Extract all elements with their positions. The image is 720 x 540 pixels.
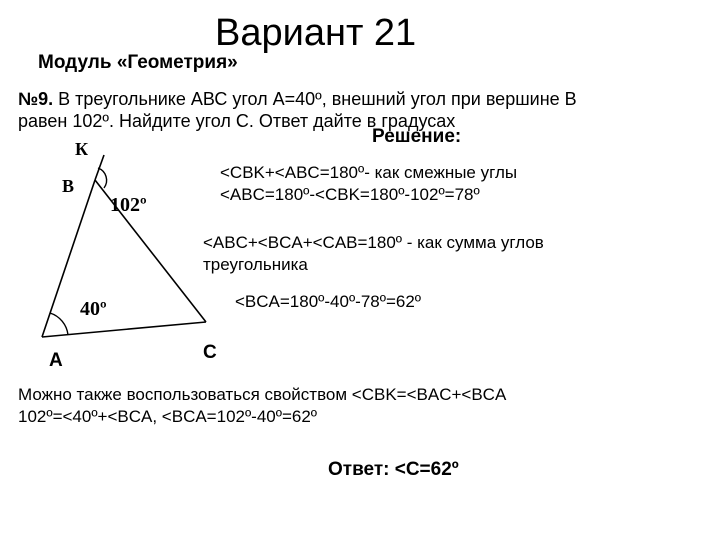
step2-line-1: <ABC+<BCA+<CAB=180º - как сумма углов — [203, 233, 544, 252]
label-c: С — [203, 342, 217, 363]
solution-step2 — [203, 232, 544, 276]
problem-text-2: равен 102º. Найдите угол С. Ответ дайте в градусах — [18, 111, 456, 131]
label-k: К — [75, 139, 89, 159]
solution-step3: <BCA=180º-40º-78º=62º — [235, 292, 421, 311]
problem-number: №9. — [18, 89, 54, 109]
step1-line-1: <CBK+<ABC=180º- как смежные углы — [220, 163, 518, 182]
solution-step1 — [220, 162, 517, 206]
angle-a-arc — [50, 313, 68, 335]
step2-line-2: треугольника — [203, 255, 308, 274]
alternative-solution — [18, 384, 506, 428]
problem-text-1: В треугольнике АВС угол А=40º, внешний угол при вершине В — [53, 89, 577, 109]
label-a: А — [49, 350, 63, 371]
angle-b-value: 102º — [110, 194, 147, 216]
solution-heading: Решение: — [372, 126, 462, 147]
page-title: Вариант 21 — [215, 12, 417, 54]
angle-a-value: 40º — [80, 298, 107, 320]
extension-bk — [95, 155, 104, 180]
label-b: В — [62, 176, 75, 196]
answer: Ответ: <C=62º — [328, 459, 459, 480]
alt-line-1: Можно также воспользоваться свойством <CBK=<BAC+<BCA — [18, 385, 507, 404]
module-heading: Модуль «Геометрия» — [38, 52, 238, 73]
alt-line-2: 102º=<40º+<BCA, <BCA=102º-40º=62º — [18, 407, 318, 426]
step1-line-2: <ABC=180º-<CBK=180º-102º=78º — [220, 185, 480, 204]
